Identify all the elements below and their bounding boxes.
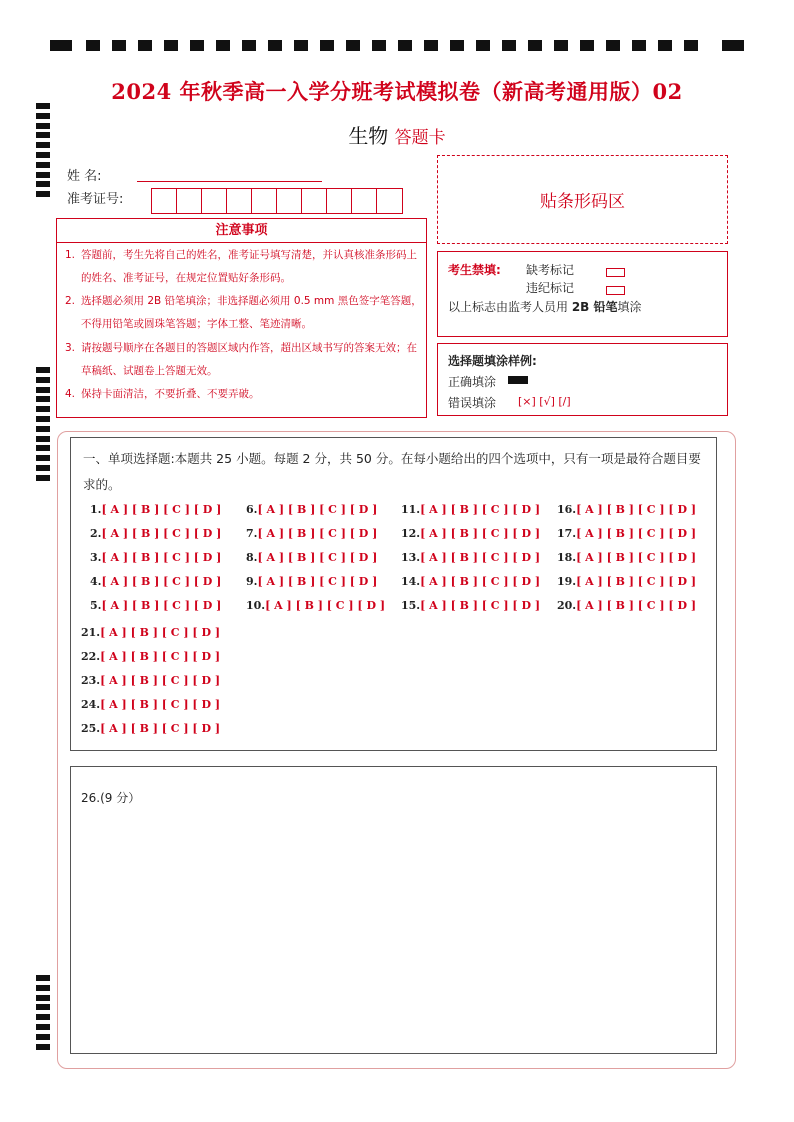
question-number: 10. bbox=[246, 599, 266, 612]
question-11-options[interactable] bbox=[401, 503, 540, 516]
exam-id-digit-box[interactable] bbox=[252, 189, 277, 213]
answer-bubbles[interactable]: [ A ] [ B ] [ C ] [ D ] bbox=[420, 503, 541, 516]
timing-mark bbox=[36, 191, 50, 197]
exam-id-digit-box[interactable] bbox=[327, 189, 352, 213]
timing-mark bbox=[50, 40, 72, 51]
timing-mark bbox=[190, 40, 204, 51]
exam-id-label: 准考证号: bbox=[67, 192, 124, 207]
timing-mark bbox=[36, 1044, 50, 1050]
question-20-options[interactable] bbox=[557, 599, 696, 612]
timing-mark bbox=[36, 465, 50, 471]
question-6-options[interactable] bbox=[246, 503, 377, 516]
exam-id-digit-box[interactable] bbox=[152, 189, 177, 213]
question-16-options[interactable] bbox=[557, 503, 696, 516]
question-2-options[interactable] bbox=[90, 527, 221, 540]
question-15-options[interactable] bbox=[401, 599, 540, 612]
question-number: 22. bbox=[81, 650, 101, 663]
question-26-label: 26.(9 分） bbox=[81, 791, 141, 805]
question-9-options[interactable] bbox=[246, 575, 377, 588]
timing-mark bbox=[476, 40, 490, 51]
proctor-note-end: 填涂 bbox=[617, 300, 642, 314]
violation-mark-label: 违纪标记 bbox=[526, 281, 575, 295]
question-number: 12. bbox=[401, 527, 421, 540]
question-number: 21. bbox=[81, 626, 101, 639]
answer-bubbles[interactable]: [ A ] [ B ] [ C ] [ D ] bbox=[576, 551, 697, 564]
timing-mark bbox=[450, 40, 464, 51]
proctor-note-pencil: 2B 铅笔 bbox=[571, 300, 618, 314]
barcode-area: 贴条形码区 bbox=[437, 155, 728, 244]
timing-mark bbox=[36, 152, 50, 158]
question-number: 14. bbox=[401, 575, 421, 588]
wrong-fill-examples: [×] [√] [/] bbox=[518, 395, 571, 408]
question-number: 11. bbox=[401, 503, 421, 516]
proctor-note-text: 以上标志由监考人员用 bbox=[448, 300, 572, 314]
subject-name: 生物 bbox=[348, 124, 389, 148]
question-number: 9. bbox=[246, 575, 258, 588]
answer-bubbles[interactable]: [ A ] [ B ] [ C ] [ D ] bbox=[101, 527, 222, 540]
question-22-options[interactable] bbox=[81, 650, 220, 663]
answer-bubbles[interactable]: [ A ] [ B ] [ C ] [ D ] bbox=[576, 599, 697, 612]
answer-bubbles[interactable]: [ A ] [ B ] [ C ] [ D ] bbox=[101, 599, 222, 612]
timing-mark bbox=[36, 1034, 50, 1040]
timing-mark bbox=[502, 40, 516, 51]
timing-mark bbox=[722, 40, 744, 51]
answer-bubbles[interactable]: [ A ] [ B ] [ C ] [ D ] bbox=[101, 503, 222, 516]
question-23-options[interactable] bbox=[81, 674, 220, 687]
question-8-options[interactable] bbox=[246, 551, 377, 564]
answer-bubbles[interactable]: [ A ] [ B ] [ C ] [ D ] bbox=[257, 527, 378, 540]
timing-mark bbox=[36, 113, 50, 119]
timing-mark bbox=[36, 455, 50, 461]
notice-item bbox=[65, 383, 425, 406]
fill-sample-heading: 选择题填涂样例: bbox=[448, 354, 537, 368]
notice-heading: 注意事项 bbox=[57, 219, 426, 243]
timing-mark bbox=[36, 975, 50, 981]
question-26-answer-area[interactable] bbox=[70, 766, 717, 1054]
timing-mark bbox=[164, 40, 178, 51]
timing-mark bbox=[684, 40, 698, 51]
exam-id-digit-box[interactable] bbox=[277, 189, 302, 213]
notice-panel bbox=[56, 218, 427, 418]
answer-bubbles[interactable]: [ A ] [ B ] [ C ] [ D ] bbox=[576, 575, 697, 588]
question-number: 1. bbox=[90, 503, 102, 516]
timing-mark bbox=[36, 1004, 50, 1010]
question-13-options[interactable] bbox=[401, 551, 540, 564]
notice-number: 3. bbox=[65, 342, 76, 354]
question-19-options[interactable] bbox=[557, 575, 696, 588]
timing-mark bbox=[606, 40, 620, 51]
timing-mark bbox=[398, 40, 412, 51]
timing-mark bbox=[36, 377, 50, 383]
timing-mark bbox=[320, 40, 334, 51]
answer-bubbles[interactable]: [ A ] [ B ] [ C ] [ D ] bbox=[100, 722, 221, 735]
question-14-options[interactable] bbox=[401, 575, 540, 588]
question-5-options[interactable] bbox=[90, 599, 221, 612]
answer-bubbles[interactable]: [ A ] [ B ] [ C ] [ D ] bbox=[420, 527, 541, 540]
timing-mark bbox=[294, 40, 308, 51]
question-12-options[interactable] bbox=[401, 527, 540, 540]
notice-text: 选择题必须用 2B 铅笔填涂；非选择题必须用 0.5 mm 黑色签字笔答题，不得用铅笔或圆珠笔答题；字体工整、笔迹清晰。 bbox=[81, 295, 422, 330]
timing-mark bbox=[36, 1014, 50, 1020]
notice-text: 请按题号顺序在各题目的答题区域内作答，超出区域书写的答案无效；在草稿纸、试题卷上答题无效。 bbox=[81, 342, 417, 377]
name-field[interactable] bbox=[137, 181, 322, 182]
answer-bubbles[interactable]: [ A ] [ B ] [ C ] [ D ] bbox=[257, 551, 378, 564]
timing-mark bbox=[580, 40, 594, 51]
question-number: 2. bbox=[90, 527, 102, 540]
answer-bubbles[interactable]: [ A ] [ B ] [ C ] [ D ] bbox=[576, 527, 697, 540]
notice-number: 1. bbox=[65, 249, 76, 261]
notice-item bbox=[65, 244, 425, 290]
question-number: 5. bbox=[90, 599, 102, 612]
question-17-options[interactable] bbox=[557, 527, 696, 540]
answer-bubbles[interactable]: [ A ] [ B ] [ C ] [ D ] bbox=[101, 551, 222, 564]
timing-mark bbox=[36, 445, 50, 451]
timing-mark bbox=[554, 40, 568, 51]
timing-mark bbox=[112, 40, 126, 51]
answer-bubbles[interactable]: [ A ] [ B ] [ C ] [ D ] bbox=[257, 575, 378, 588]
question-number: 4. bbox=[90, 575, 102, 588]
exam-id-digit-box[interactable] bbox=[302, 189, 327, 213]
timing-mark bbox=[36, 387, 50, 393]
timing-mark bbox=[528, 40, 542, 51]
answer-bubbles[interactable]: [ A ] [ B ] [ C ] [ D ] bbox=[100, 650, 221, 663]
question-7-options[interactable] bbox=[246, 527, 377, 540]
notice-text: 保持卡面清洁，不要折叠、不要弄破。 bbox=[81, 388, 260, 400]
proctor-note bbox=[448, 298, 642, 315]
timing-mark bbox=[36, 172, 50, 178]
question-25-options[interactable] bbox=[81, 722, 220, 735]
exam-id-digit-box[interactable] bbox=[202, 189, 227, 213]
question-number: 6. bbox=[246, 503, 258, 516]
timing-mark bbox=[86, 40, 100, 51]
question-number: 20. bbox=[557, 599, 577, 612]
question-number: 25. bbox=[81, 722, 101, 735]
question-10-options[interactable] bbox=[246, 599, 385, 612]
answer-bubbles[interactable]: [ A ] [ B ] [ C ] [ D ] bbox=[100, 674, 221, 687]
correct-fill-example bbox=[508, 376, 528, 384]
question-number: 23. bbox=[81, 674, 101, 687]
timing-mark bbox=[36, 406, 50, 412]
timing-mark bbox=[36, 475, 50, 481]
timing-mark bbox=[36, 367, 50, 373]
timing-mark bbox=[36, 995, 50, 1001]
card-label: 答题卡 bbox=[394, 128, 446, 148]
exam-title: 2024 年秋季高一入学分班考试模拟卷（新高考通用版）02 bbox=[111, 79, 683, 104]
question-number: 8. bbox=[246, 551, 258, 564]
question-number: 7. bbox=[246, 527, 258, 540]
name-label: 姓 名: bbox=[67, 169, 102, 184]
timing-mark bbox=[242, 40, 256, 51]
timing-mark bbox=[424, 40, 438, 51]
timing-mark bbox=[268, 40, 282, 51]
proctor-only-panel bbox=[437, 251, 728, 337]
multiple-choice-section bbox=[70, 437, 717, 751]
fill-sample-panel bbox=[437, 343, 728, 416]
question-4-options[interactable] bbox=[90, 575, 221, 588]
proctor-only-label: 考生禁填: bbox=[448, 263, 501, 277]
timing-mark bbox=[36, 436, 50, 442]
question-number: 17. bbox=[557, 527, 577, 540]
absent-mark-label: 缺考标记 bbox=[526, 263, 575, 277]
question-3-options[interactable] bbox=[90, 551, 221, 564]
timing-mark bbox=[36, 985, 50, 991]
correct-fill-label: 正确填涂 bbox=[448, 375, 497, 389]
timing-mark bbox=[346, 40, 360, 51]
answer-bubbles[interactable]: [ A ] [ B ] [ C ] [ D ] bbox=[420, 599, 541, 612]
answer-bubbles[interactable]: [ A ] [ B ] [ C ] [ D ] bbox=[265, 599, 386, 612]
question-18-options[interactable] bbox=[557, 551, 696, 564]
notice-number: 4. bbox=[65, 388, 76, 400]
question-number: 15. bbox=[401, 599, 421, 612]
question-number: 13. bbox=[401, 551, 421, 564]
notice-item bbox=[65, 337, 425, 383]
multiple-choice-instructions: 一、单项选择题:本题共 25 小题。每题 2 分，共 50 分。在每小题给出的四个选项中，只有一项是最符合题目要求的。 bbox=[83, 451, 701, 492]
wrong-fill-label: 错误填涂 bbox=[448, 396, 497, 410]
question-1-options[interactable] bbox=[90, 503, 221, 516]
exam-id-boxes[interactable] bbox=[151, 188, 403, 214]
notice-number: 2. bbox=[65, 295, 76, 307]
notice-item bbox=[65, 290, 425, 336]
subject-title bbox=[0, 120, 794, 149]
timing-mark bbox=[658, 40, 672, 51]
answer-bubbles[interactable]: [ A ] [ B ] [ C ] [ D ] bbox=[420, 551, 541, 564]
notice-text: 答题前，考生先将自己的姓名，准考证号填写清楚，并认真核准条形码上的姓名、准考证号，在规定位置贴好条形码。 bbox=[81, 249, 417, 284]
timing-mark bbox=[36, 426, 50, 432]
question-number: 3. bbox=[90, 551, 102, 564]
timing-mark bbox=[632, 40, 646, 51]
timing-mark bbox=[36, 162, 50, 168]
question-21-options[interactable] bbox=[81, 626, 220, 639]
answer-bubbles[interactable]: [ A ] [ B ] [ C ] [ D ] bbox=[100, 626, 221, 639]
timing-mark bbox=[36, 396, 50, 402]
answer-bubbles[interactable]: [ A ] [ B ] [ C ] [ D ] bbox=[576, 503, 697, 516]
exam-id-digit-box[interactable] bbox=[352, 189, 377, 213]
question-24-options[interactable] bbox=[81, 698, 220, 711]
timing-mark bbox=[36, 416, 50, 422]
top-timing-marks bbox=[50, 40, 746, 51]
question-number: 19. bbox=[557, 575, 577, 588]
question-number: 16. bbox=[557, 503, 577, 516]
timing-mark bbox=[216, 40, 230, 51]
timing-mark bbox=[36, 181, 50, 187]
absent-mark-box bbox=[606, 262, 625, 281]
exam-id-digit-box[interactable] bbox=[177, 189, 202, 213]
question-number: 18. bbox=[557, 551, 577, 564]
timing-mark bbox=[372, 40, 386, 51]
exam-id-digit-box[interactable] bbox=[227, 189, 252, 213]
answer-bubbles[interactable]: [ A ] [ B ] [ C ] [ D ] bbox=[101, 575, 222, 588]
answer-bubbles[interactable]: [ A ] [ B ] [ C ] [ D ] bbox=[257, 503, 378, 516]
violation-mark-box bbox=[606, 280, 625, 299]
answer-bubbles[interactable]: [ A ] [ B ] [ C ] [ D ] bbox=[100, 698, 221, 711]
timing-mark bbox=[36, 1024, 50, 1030]
timing-mark bbox=[138, 40, 152, 51]
answer-bubbles[interactable]: [ A ] [ B ] [ C ] [ D ] bbox=[420, 575, 541, 588]
exam-id-digit-box[interactable] bbox=[377, 189, 402, 213]
question-number: 24. bbox=[81, 698, 101, 711]
